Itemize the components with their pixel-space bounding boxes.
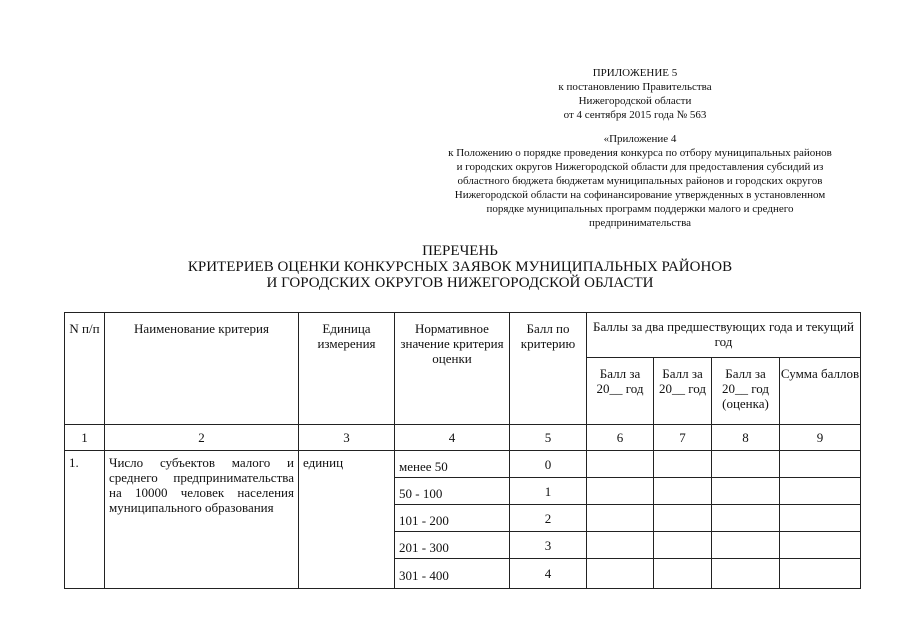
header-score: Балл по критерию: [510, 313, 587, 425]
appendix-4-line: областного бюджета бюджетам муниципальных районов и городских округов: [457, 175, 823, 187]
table-row: [65, 451, 861, 478]
norm-score: 2: [510, 505, 587, 532]
header-num: N п/п: [65, 313, 105, 425]
appendix-5-line: ПРИЛОЖЕНИЕ 5: [592, 67, 678, 79]
header-group: Баллы за два предшествующих года и текущий год: [587, 313, 861, 358]
header-sum: Сумма баллов: [780, 358, 861, 425]
sum-cell: [780, 451, 861, 478]
norm-value: 301 - 400: [395, 559, 510, 589]
appendix-4-line: к Положению о порядке проведения конкурса по отбору муниципальных районов: [448, 147, 832, 159]
header-name: Наименование критерия: [105, 313, 299, 425]
column-number: 3: [299, 425, 395, 451]
appendix-4-line: предпринимательства: [588, 217, 692, 229]
norm-score: 4: [510, 559, 587, 589]
sum-cell: [780, 559, 861, 589]
year-2-cell: [654, 451, 712, 478]
year-1-cell: [587, 505, 654, 532]
appendix-5-line: Нижегородской области: [578, 95, 692, 107]
sum-cell: [780, 505, 861, 532]
year-3-cell: [712, 478, 780, 505]
norm-value: 101 - 200: [395, 505, 510, 532]
appendix-4-line: «Приложение 4: [603, 133, 677, 145]
column-number: 1: [65, 425, 105, 451]
document-title: [130, 243, 790, 291]
year-2-cell: [654, 559, 712, 589]
header-year-2: Балл за 20__ год: [654, 358, 712, 425]
column-number: 7: [654, 425, 712, 451]
column-number: 2: [105, 425, 299, 451]
norm-score: 3: [510, 532, 587, 559]
norm-score: 1: [510, 478, 587, 505]
year-3-cell: [712, 505, 780, 532]
column-number: 9: [780, 425, 861, 451]
appendix-5-line: к постановлению Правительства: [558, 81, 712, 93]
header-year-3: Балл за 20__ год (оценка): [712, 358, 780, 425]
year-3-cell: [712, 532, 780, 559]
year-2-cell: [654, 478, 712, 505]
appendix-4-header: [410, 132, 870, 230]
column-numbers-row: [65, 425, 861, 451]
criterion-unit: единиц: [299, 451, 395, 589]
year-1-cell: [587, 559, 654, 589]
year-1-cell: [587, 478, 654, 505]
norm-value: менее 50: [395, 451, 510, 478]
appendix-5-line: от 4 сентября 2015 года № 563: [563, 109, 707, 121]
row-number: 1.: [65, 451, 105, 589]
column-number: 5: [510, 425, 587, 451]
norm-score: 0: [510, 451, 587, 478]
appendix-4-line: Нижегородской области на софинансирование утвержденных в установленном: [454, 189, 826, 201]
header-year-1: Балл за 20__ год: [587, 358, 654, 425]
sum-cell: [780, 478, 861, 505]
appendix-4-line: порядке муниципальных программ поддержки малого и среднего: [486, 203, 794, 215]
year-2-cell: [654, 505, 712, 532]
year-1-cell: [587, 451, 654, 478]
title-line: ПЕРЕЧЕНЬ: [422, 243, 498, 259]
year-3-cell: [712, 559, 780, 589]
year-3-cell: [712, 451, 780, 478]
sum-cell: [780, 532, 861, 559]
column-number: 4: [395, 425, 510, 451]
year-2-cell: [654, 532, 712, 559]
criterion-name: Число субъектов малого и среднего предпринимательства на 10000 человек населения муниципального образования: [105, 451, 299, 589]
column-number: 8: [712, 425, 780, 451]
header-unit: Единица измерения: [299, 313, 395, 425]
norm-value: 201 - 300: [395, 532, 510, 559]
appendix-5-header: [520, 66, 750, 122]
criteria-table: [64, 312, 861, 589]
column-number: 6: [587, 425, 654, 451]
appendix-4-line: и городских округов Нижегородской области для предоставления субсидий из: [456, 161, 824, 173]
title-line: КРИТЕРИЕВ ОЦЕНКИ КОНКУРСНЫХ ЗАЯВОК МУНИЦИПАЛЬНЫХ РАЙОНОВ: [187, 259, 733, 275]
norm-value: 50 - 100: [395, 478, 510, 505]
title-line: И ГОРОДСКИХ ОКРУГОВ НИЖЕГОРОДСКОЙ ОБЛАСТИ: [266, 275, 654, 291]
year-1-cell: [587, 532, 654, 559]
header-norm: Нормативное значение критерия оценки: [395, 313, 510, 425]
